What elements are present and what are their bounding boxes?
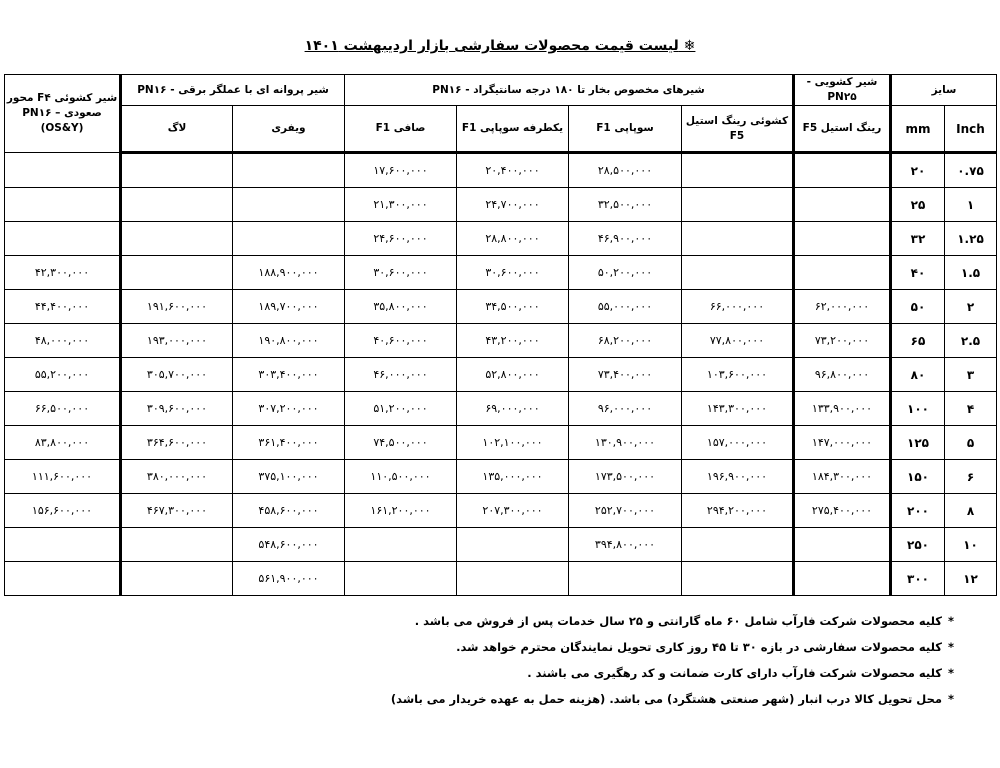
rising-gate-price xyxy=(5,222,121,256)
oneway-bellows-price: ۳۴,۵۰۰,۰۰۰ xyxy=(457,290,569,324)
lug-price: ۱۹۱,۶۰۰,۰۰۰ xyxy=(121,290,233,324)
gate-ring-steel-price: ۱۰۳,۶۰۰,۰۰۰ xyxy=(682,358,794,392)
oneway-bellows-price: ۲۴,۷۰۰,۰۰۰ xyxy=(457,188,569,222)
gate-ring-steel-price xyxy=(682,528,794,562)
rising-gate-price: ۶۶,۵۰۰,۰۰۰ xyxy=(5,392,121,426)
wafer-price: ۳۶۱,۴۰۰,۰۰۰ xyxy=(233,426,345,460)
inch-cell: ۲ xyxy=(945,290,997,324)
rising-gate-price xyxy=(5,528,121,562)
bellows-price: ۷۳,۴۰۰,۰۰۰ xyxy=(569,358,682,392)
wafer-price xyxy=(233,222,345,256)
strainer-price: ۷۴,۵۰۰,۰۰۰ xyxy=(345,426,457,460)
bellows-price: ۳۲,۵۰۰,۰۰۰ xyxy=(569,188,682,222)
lug-price: ۴۶۷,۳۰۰,۰۰۰ xyxy=(121,494,233,528)
oneway-bellows-price: ۳۰,۶۰۰,۰۰۰ xyxy=(457,256,569,290)
gate-ring-steel-price xyxy=(682,222,794,256)
table-row xyxy=(5,324,997,358)
strainer-price: ۲۱,۳۰۰,۰۰۰ xyxy=(345,188,457,222)
bellows-price: ۲۵۲,۷۰۰,۰۰۰ xyxy=(569,494,682,528)
rising-gate-price: ۱۵۶,۶۰۰,۰۰۰ xyxy=(5,494,121,528)
oneway-bellows-price: ۱۰۲,۱۰۰,۰۰۰ xyxy=(457,426,569,460)
strainer-price: ۱۷,۶۰۰,۰۰۰ xyxy=(345,153,457,188)
lug-price xyxy=(121,153,233,188)
mm-cell: ۲۵ xyxy=(891,188,945,222)
strainer-price: ۱۶۱,۲۰۰,۰۰۰ xyxy=(345,494,457,528)
oneway-bellows-price: ۴۳,۲۰۰,۰۰۰ xyxy=(457,324,569,358)
mm-cell: ۲۵۰ xyxy=(891,528,945,562)
inch-cell: ۱۲ xyxy=(945,562,997,596)
bellows-price: ۱۳۰,۹۰۰,۰۰۰ xyxy=(569,426,682,460)
oneway-bellows-price: ۲۰,۴۰۰,۰۰۰ xyxy=(457,153,569,188)
lug-price xyxy=(121,256,233,290)
ring-steel-price xyxy=(794,188,891,222)
ring-steel-price: ۱۸۴,۳۰۰,۰۰۰ xyxy=(794,460,891,494)
strainer-header: صافی F1 xyxy=(345,106,457,153)
rising-gate-price: ۴۲,۳۰۰,۰۰۰ xyxy=(5,256,121,290)
size-header: سایز xyxy=(891,75,997,106)
ring-steel-price: ۱۴۷,۰۰۰,۰۰۰ xyxy=(794,426,891,460)
rising-gate-price xyxy=(5,188,121,222)
note-item xyxy=(74,608,954,634)
note-item xyxy=(74,660,954,686)
rising-gate-price: ۸۳,۸۰۰,۰۰۰ xyxy=(5,426,121,460)
bellows-header: سوپاپی F1 xyxy=(569,106,682,153)
strainer-price xyxy=(345,562,457,596)
note-marker: * xyxy=(947,614,954,628)
bellows-price: ۹۶,۰۰۰,۰۰۰ xyxy=(569,392,682,426)
wafer-price xyxy=(233,153,345,188)
bellows-price: ۴۶,۹۰۰,۰۰۰ xyxy=(569,222,682,256)
bellows-price xyxy=(569,562,682,596)
oneway-bellows-price: ۲۰۷,۳۰۰,۰۰۰ xyxy=(457,494,569,528)
rising-gate-price: ۱۱۱,۶۰۰,۰۰۰ xyxy=(5,460,121,494)
lug-price: ۳۶۴,۶۰۰,۰۰۰ xyxy=(121,426,233,460)
rising-gate-header: شیر کشوئی F۴ محور صعودی PN۱۶ – (OS&Y) xyxy=(5,75,121,153)
lug-price xyxy=(121,562,233,596)
gate-ring-steel-price: ۱۹۶,۹۰۰,۰۰۰ xyxy=(682,460,794,494)
mm-header: mm xyxy=(891,106,945,153)
price-table xyxy=(4,74,997,596)
ring-steel-price: ۷۳,۲۰۰,۰۰۰ xyxy=(794,324,891,358)
mm-cell: ۱۲۵ xyxy=(891,426,945,460)
oneway-bellows-price: ۵۲,۸۰۰,۰۰۰ xyxy=(457,358,569,392)
gate-ring-steel-price: ۱۵۷,۰۰۰,۰۰۰ xyxy=(682,426,794,460)
table-row xyxy=(5,290,997,324)
bellows-price: ۶۸,۲۰۰,۰۰۰ xyxy=(569,324,682,358)
inch-cell: ۳ xyxy=(945,358,997,392)
ring-steel-price xyxy=(794,222,891,256)
lug-price: ۱۹۳,۰۰۰,۰۰۰ xyxy=(121,324,233,358)
bellows-price: ۲۸,۵۰۰,۰۰۰ xyxy=(569,153,682,188)
note-item xyxy=(74,634,954,660)
note-marker: * xyxy=(947,666,954,680)
inch-cell: ۰.۷۵ xyxy=(945,153,997,188)
ring-steel-price xyxy=(794,562,891,596)
gate-ring-steel-price: ۶۶,۰۰۰,۰۰۰ xyxy=(682,290,794,324)
gate-ring-steel-price xyxy=(682,153,794,188)
note-text: کلیه محصولات شرکت فارآب شامل ۶۰ ماه گارانتی و ۲۵ سال خدمات پس از فروش می باشد . xyxy=(414,614,942,628)
butterfly-group-header: شیر پروانه ای با عملگر برقی - PN۱۶ xyxy=(121,75,345,106)
mm-cell: ۳۰۰ xyxy=(891,562,945,596)
wafer-header: ویفری xyxy=(233,106,345,153)
inch-cell: ۱.۲۵ xyxy=(945,222,997,256)
rising-gate-price xyxy=(5,562,121,596)
wafer-price: ۱۹۰,۸۰۰,۰۰۰ xyxy=(233,324,345,358)
ring-steel-price: ۹۶,۸۰۰,۰۰۰ xyxy=(794,358,891,392)
note-text: محل تحویل کالا درب انبار (شهر صنعتی هشتگرد) می باشد. (هزینه حمل به عهده خریدار می باشد) xyxy=(390,692,942,706)
wafer-price: ۳۰۷,۲۰۰,۰۰۰ xyxy=(233,392,345,426)
gate-ring-steel-price: ۲۹۴,۲۰۰,۰۰۰ xyxy=(682,494,794,528)
inch-cell: ۱۰ xyxy=(945,528,997,562)
mm-cell: ۲۰ xyxy=(891,153,945,188)
note-text: کلیه محصولات سفارشی در بازه ۳۰ تا ۴۵ روز کاری تحویل نمایندگان محترم خواهد شد. xyxy=(456,640,942,654)
steam-group-header: شیرهای مخصوص بخار تا ۱۸۰ درجه سانتیگراد - PN۱۶ xyxy=(345,75,794,106)
gate-ring-steel-price xyxy=(682,188,794,222)
table-row xyxy=(5,460,997,494)
table-row xyxy=(5,256,997,290)
ring-steel-price: ۶۲,۰۰۰,۰۰۰ xyxy=(794,290,891,324)
wafer-price xyxy=(233,188,345,222)
strainer-price: ۲۴,۶۰۰,۰۰۰ xyxy=(345,222,457,256)
table-row xyxy=(5,392,997,426)
strainer-price: ۴۰,۶۰۰,۰۰۰ xyxy=(345,324,457,358)
oneway-bellows-price: ۱۳۵,۰۰۰,۰۰۰ xyxy=(457,460,569,494)
wafer-price: ۵۴۸,۶۰۰,۰۰۰ xyxy=(233,528,345,562)
bellows-price: ۱۷۳,۵۰۰,۰۰۰ xyxy=(569,460,682,494)
inch-cell: ۵ xyxy=(945,426,997,460)
mm-cell: ۱۰۰ xyxy=(891,392,945,426)
table-row xyxy=(5,358,997,392)
oneway-bellows-price xyxy=(457,528,569,562)
strainer-price: ۳۵,۸۰۰,۰۰۰ xyxy=(345,290,457,324)
strainer-price xyxy=(345,528,457,562)
wafer-price: ۱۸۸,۹۰۰,۰۰۰ xyxy=(233,256,345,290)
ring-steel-price xyxy=(794,153,891,188)
oneway-bellows-price xyxy=(457,562,569,596)
wafer-price: ۴۵۸,۶۰۰,۰۰۰ xyxy=(233,494,345,528)
lug-price xyxy=(121,188,233,222)
wafer-price: ۳۰۳,۴۰۰,۰۰۰ xyxy=(233,358,345,392)
ring-steel-price: ۱۳۳,۹۰۰,۰۰۰ xyxy=(794,392,891,426)
ring-steel-price xyxy=(794,528,891,562)
gate-ring-steel-price xyxy=(682,562,794,596)
rising-gate-price xyxy=(5,153,121,188)
rising-gate-price: ۵۵,۲۰۰,۰۰۰ xyxy=(5,358,121,392)
inch-cell: ۲.۵ xyxy=(945,324,997,358)
inch-cell: ۸ xyxy=(945,494,997,528)
note-item xyxy=(74,686,954,712)
oneway-bellows-price: ۲۸,۸۰۰,۰۰۰ xyxy=(457,222,569,256)
table-row xyxy=(5,222,997,256)
lug-price: ۳۰۵,۷۰۰,۰۰۰ xyxy=(121,358,233,392)
lug-price: ۳۰۹,۶۰۰,۰۰۰ xyxy=(121,392,233,426)
table-row xyxy=(5,562,997,596)
lug-price xyxy=(121,222,233,256)
bellows-price: ۵۰,۲۰۰,۰۰۰ xyxy=(569,256,682,290)
bellows-price: ۵۵,۰۰۰,۰۰۰ xyxy=(569,290,682,324)
note-marker: * xyxy=(947,640,954,654)
inch-cell: ۱.۵ xyxy=(945,256,997,290)
inch-cell: ۴ xyxy=(945,392,997,426)
mm-cell: ۳۲ xyxy=(891,222,945,256)
lug-header: لاگ xyxy=(121,106,233,153)
strainer-price: ۳۰,۶۰۰,۰۰۰ xyxy=(345,256,457,290)
wafer-price: ۱۸۹,۷۰۰,۰۰۰ xyxy=(233,290,345,324)
notes-section xyxy=(74,608,954,712)
table-row xyxy=(5,188,997,222)
gate-ring-steel-header: کشوئی رینگ استیل F5 xyxy=(682,106,794,153)
strainer-price: ۵۱,۲۰۰,۰۰۰ xyxy=(345,392,457,426)
strainer-price: ۱۱۰,۵۰۰,۰۰۰ xyxy=(345,460,457,494)
page-title: لیست قیمت محصولات سفارشی بازار اردیبهشت ۱۴۰۱ ❄ xyxy=(304,38,696,54)
inch-cell: ۱ xyxy=(945,188,997,222)
mm-cell: ۸۰ xyxy=(891,358,945,392)
table-row xyxy=(5,426,997,460)
mm-cell: ۴۰ xyxy=(891,256,945,290)
wafer-price: ۵۶۱,۹۰۰,۰۰۰ xyxy=(233,562,345,596)
oneway-bellows-header: یکطرفه سوپاپی F1 xyxy=(457,106,569,153)
table-row xyxy=(5,528,997,562)
oneway-bellows-price: ۶۹,۰۰۰,۰۰۰ xyxy=(457,392,569,426)
mm-cell: ۱۵۰ xyxy=(891,460,945,494)
ring-steel-price: ۲۷۵,۴۰۰,۰۰۰ xyxy=(794,494,891,528)
inch-header: Inch xyxy=(945,106,997,153)
gate-ring-steel-price xyxy=(682,256,794,290)
inch-cell: ۶ xyxy=(945,460,997,494)
table-row xyxy=(5,153,997,188)
bellows-price: ۳۹۴,۸۰۰,۰۰۰ xyxy=(569,528,682,562)
lug-price: ۳۸۰,۰۰۰,۰۰۰ xyxy=(121,460,233,494)
wafer-price: ۳۷۵,۱۰۰,۰۰۰ xyxy=(233,460,345,494)
gate-ring-steel-price: ۷۷,۸۰۰,۰۰۰ xyxy=(682,324,794,358)
gate-ring-steel-price: ۱۴۳,۳۰۰,۰۰۰ xyxy=(682,392,794,426)
rising-gate-price: ۴۸,۰۰۰,۰۰۰ xyxy=(5,324,121,358)
table-row xyxy=(5,494,997,528)
ring-steel-header: رینگ استیل F5 xyxy=(794,106,891,153)
mm-cell: ۶۵ xyxy=(891,324,945,358)
ring-steel-price xyxy=(794,256,891,290)
strainer-price: ۴۶,۰۰۰,۰۰۰ xyxy=(345,358,457,392)
pn25-group-header: شیر کشویی -PN۲۵ xyxy=(794,75,891,106)
lug-price xyxy=(121,528,233,562)
mm-cell: ۵۰ xyxy=(891,290,945,324)
note-marker: * xyxy=(947,692,954,706)
mm-cell: ۲۰۰ xyxy=(891,494,945,528)
note-text: کلیه محصولات شرکت فارآب دارای کارت ضمانت و کد رهگیری می باشند . xyxy=(527,666,942,680)
rising-gate-price: ۴۴,۴۰۰,۰۰۰ xyxy=(5,290,121,324)
